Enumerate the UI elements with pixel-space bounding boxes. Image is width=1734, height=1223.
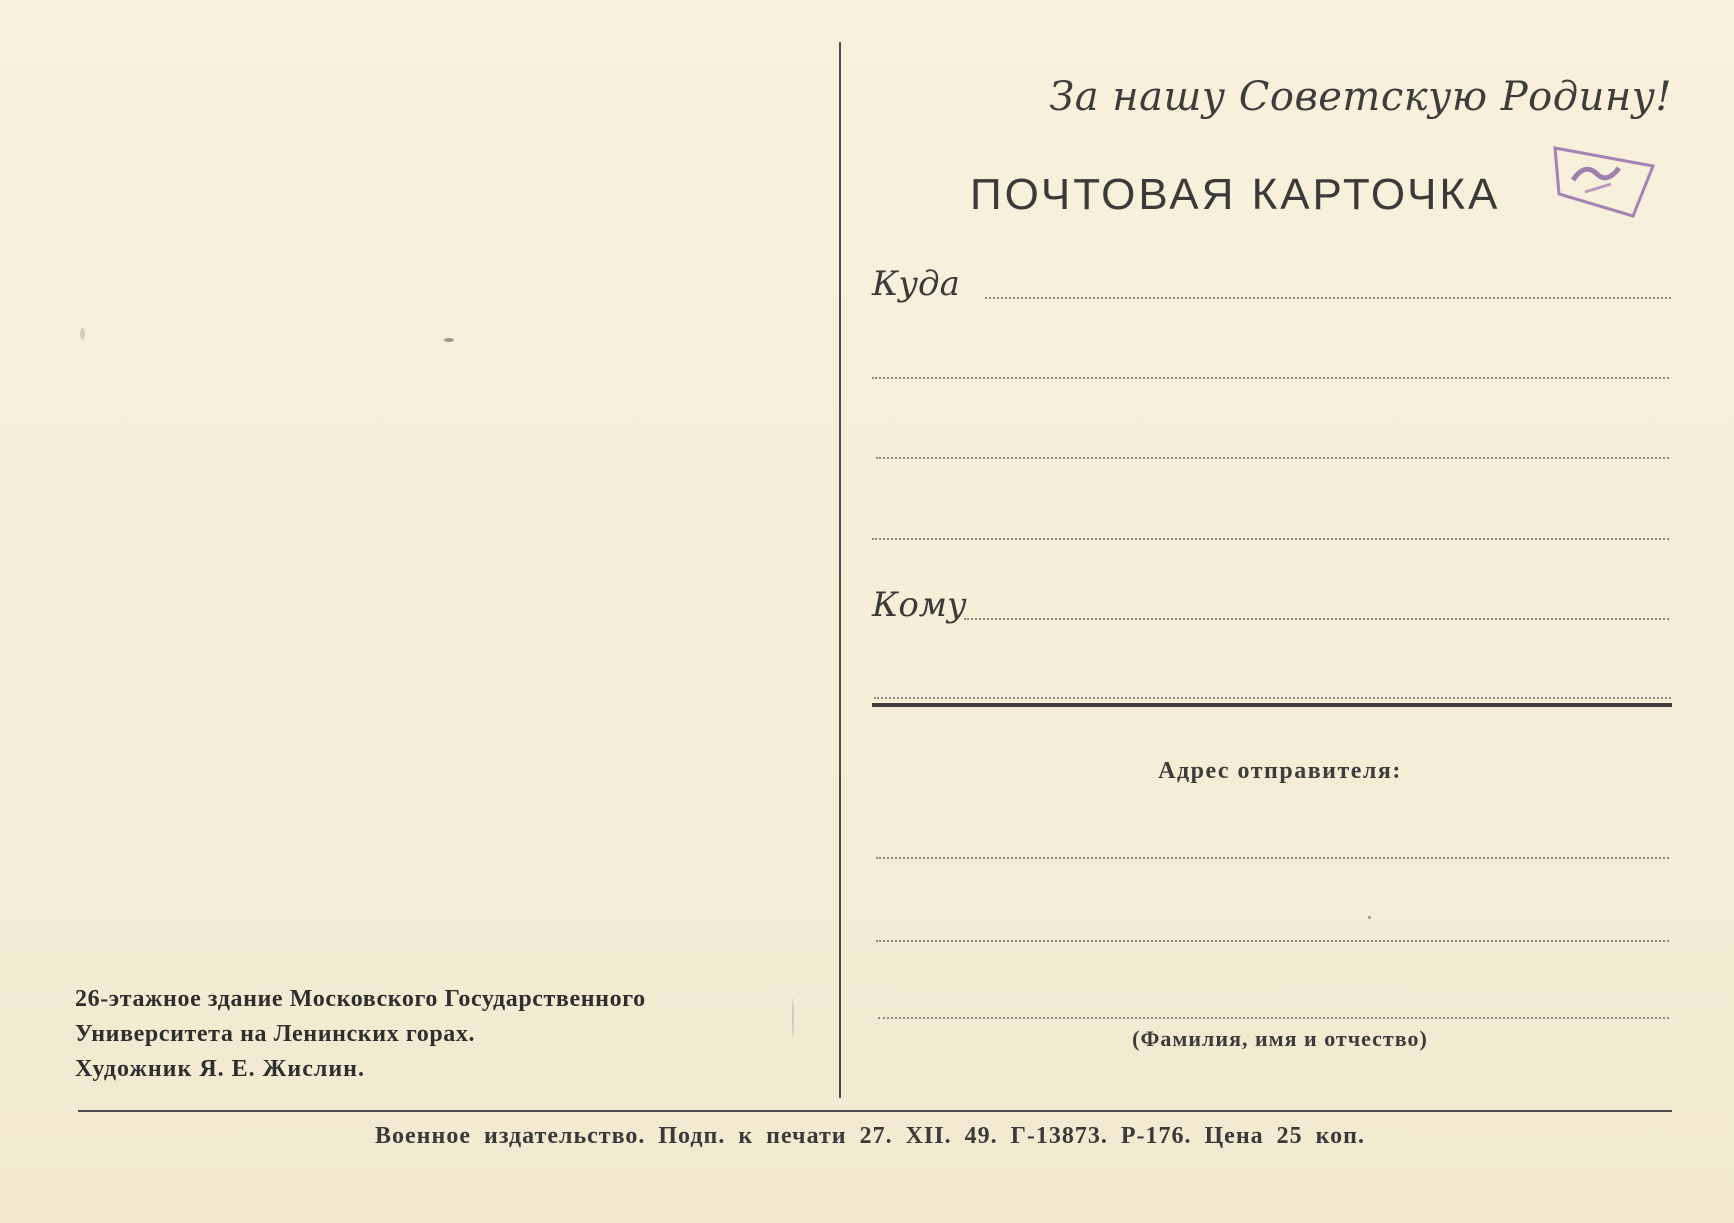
violet-stamp-mark: [1545, 140, 1665, 220]
illustration-caption: [75, 982, 795, 1087]
sender-line-3[interactable]: [878, 1017, 1669, 1019]
center-divider-line: [839, 42, 841, 1098]
caption-line-1: 26-этажное здание Московского Государственного: [75, 986, 646, 1012]
to-where-label: Куда: [872, 264, 960, 304]
sender-address-label: Адрес отправителя:: [1158, 758, 1402, 784]
slogan-text: За нашу Советскую Родину!: [1049, 74, 1672, 120]
sender-line-1[interactable]: [876, 857, 1669, 859]
address-separator-line: [872, 703, 1672, 707]
to-where-line-1[interactable]: [985, 297, 1671, 299]
sender-line-2[interactable]: [876, 940, 1669, 942]
to-where-line-3[interactable]: [876, 457, 1669, 459]
paper-speck: [444, 338, 454, 342]
paper-speck: [1368, 916, 1371, 919]
to-where-line-4[interactable]: [872, 538, 1669, 540]
to-whom-line-2[interactable]: [874, 697, 1671, 699]
bottom-rule: [78, 1110, 1672, 1112]
to-whom-label: Кому: [872, 585, 967, 625]
caption-artist: Художник Я. Е. Жислин.: [75, 1056, 366, 1082]
paper-speck: [80, 328, 85, 340]
publisher-imprint: Военное издательство. Подп. к печати 27. XII. 49. Г-13873. Р-176. Цена 25 коп.: [375, 1123, 1365, 1149]
to-whom-line-1[interactable]: [964, 618, 1669, 620]
sender-name-hint: (Фамилия, имя и отчество): [1132, 1026, 1428, 1051]
caption-line-2: Университета на Ленинских горах.: [75, 1021, 476, 1047]
postcard-title: ПОЧТОВАЯ КАРТОЧКА: [970, 170, 1501, 219]
paper-speck: [792, 998, 794, 1038]
to-where-line-2[interactable]: [872, 377, 1669, 379]
